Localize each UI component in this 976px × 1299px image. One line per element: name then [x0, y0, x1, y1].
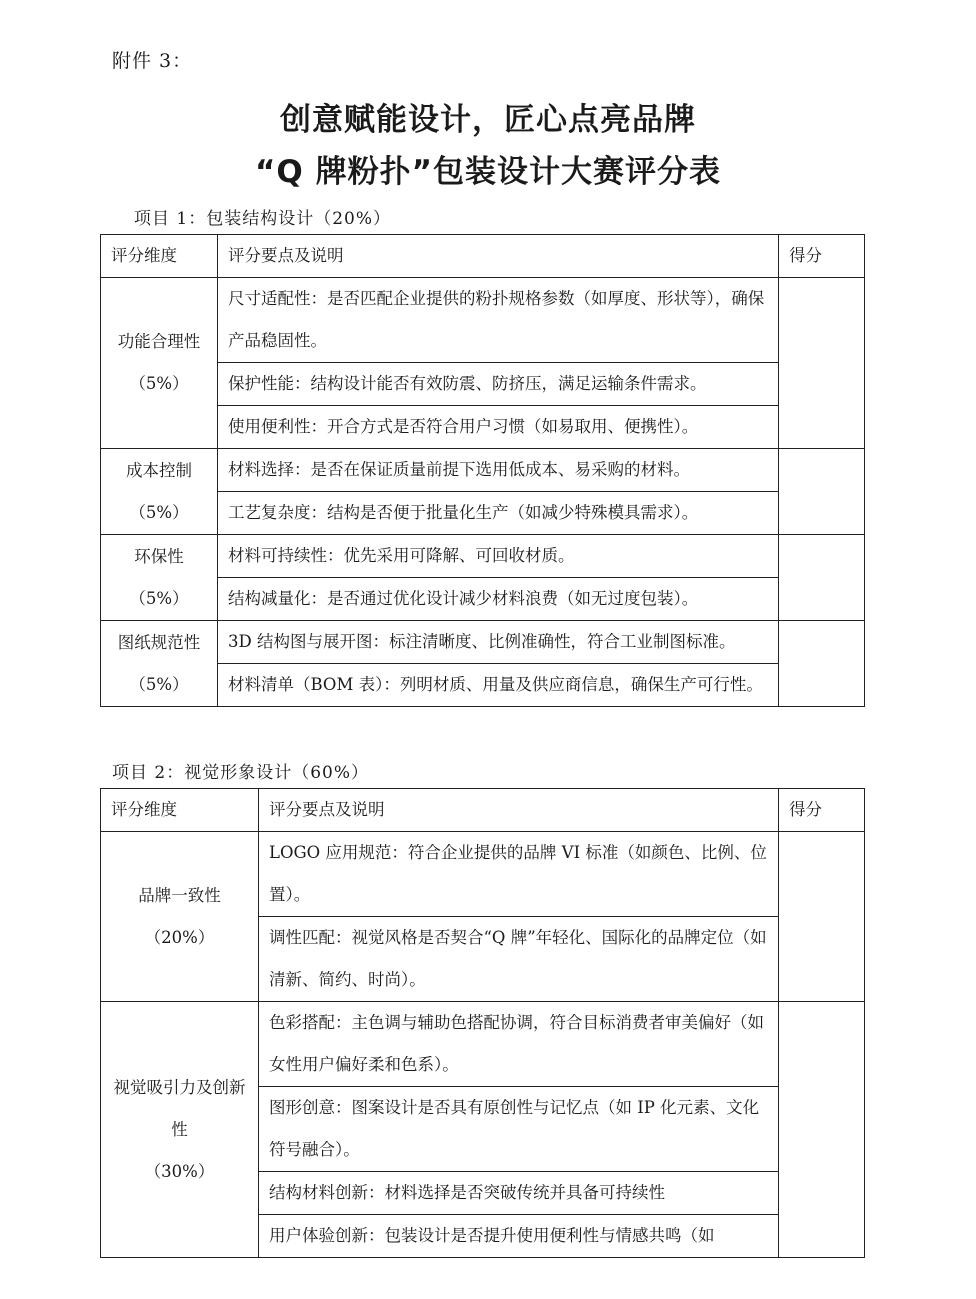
score-cell[interactable]	[779, 832, 865, 1002]
criteria-item: 结构减量化：是否通过优化设计减少材料浪费（如无过度包装）。	[218, 578, 779, 621]
score-cell[interactable]	[779, 621, 865, 707]
score-cell[interactable]	[779, 278, 865, 449]
dimension-weight: （5%）	[129, 588, 189, 608]
dimension-name: 视觉吸引力及创新性	[113, 1077, 246, 1139]
dimension-name: 品牌一致性	[138, 885, 221, 905]
dimension-cell	[101, 449, 218, 535]
table-row	[101, 535, 865, 578]
dimension-cell	[101, 278, 218, 449]
dimension-cell	[101, 535, 218, 621]
dimension-weight: （5%）	[129, 674, 189, 694]
criteria-item: 图形创意：图案设计是否具有原创性与记忆点（如 IP 化元素、文化符号融合）。	[259, 1087, 779, 1172]
dimension-name: 成本控制	[126, 460, 192, 480]
dimension-cell	[101, 1002, 259, 1258]
dimension-cell	[101, 621, 218, 707]
header-dimension: 评分维度	[101, 789, 259, 832]
project1-heading: 项目 1：包装结构设计（20%）	[134, 209, 392, 229]
dimension-weight: （20%）	[144, 927, 215, 947]
header-dimension: 评分维度	[101, 235, 218, 278]
table-row	[101, 832, 865, 917]
dimension-cell	[101, 832, 259, 1002]
dimension-name: 图纸规范性	[117, 632, 201, 652]
table-row	[101, 621, 865, 664]
criteria-item: 用户体验创新：包装设计是否提升使用便利性与情感共鸣（如	[259, 1215, 779, 1258]
criteria-item: 色彩搭配：主色调与辅助色搭配协调，符合目标消费者审美偏好（如女性用户偏好柔和色系）。	[259, 1002, 779, 1087]
table-header-row	[101, 235, 865, 278]
criteria-item: LOGO 应用规范：符合企业提供的品牌 VI 标准（如颜色、比例、位置）。	[259, 832, 779, 917]
dimension-weight: （5%）	[129, 502, 189, 522]
dimension-name: 环保性	[134, 546, 184, 566]
table-row	[101, 1002, 865, 1087]
header-score: 得分	[779, 235, 865, 278]
header-points: 评分要点及说明	[218, 235, 779, 278]
dimension-weight: （30%）	[144, 1161, 215, 1181]
criteria-item: 3D 结构图与展开图：标注清晰度、比例准确性，符合工业制图标准。	[218, 621, 779, 664]
project2-scoring-table	[100, 788, 865, 1258]
score-cell[interactable]	[779, 449, 865, 535]
score-cell[interactable]	[779, 1002, 865, 1258]
criteria-item: 工艺复杂度：结构是否便于批量化生产（如减少特殊模具需求）。	[218, 492, 779, 535]
criteria-item: 结构材料创新：材料选择是否突破传统并具备可持续性	[259, 1172, 779, 1215]
project1-scoring-table	[100, 234, 865, 707]
dimension-weight: （5%）	[129, 374, 189, 393]
criteria-item: 尺寸适配性：是否匹配企业提供的粉扑规格参数（如厚度、形状等），确保产品稳固性。	[218, 278, 779, 363]
attachment-label: 附件 3：	[112, 50, 193, 72]
criteria-item: 调性匹配：视觉风格是否契合“Q 牌”年轻化、国际化的品牌定位（如清新、简约、时尚）。	[259, 917, 779, 1002]
criteria-item: 保护性能：结构设计能否有效防震、防挤压，满足运输条件需求。	[218, 363, 779, 406]
table-row	[101, 449, 865, 492]
criteria-item: 材料清单（BOM 表）：列明材质、用量及供应商信息，确保生产可行性。	[218, 664, 779, 707]
criteria-item: 材料选择：是否在保证质量前提下选用低成本、易采购的材料。	[218, 449, 779, 492]
table-header-row	[101, 789, 865, 832]
project2-heading: 项目 2：视觉形象设计（60%）	[112, 763, 370, 783]
table-row	[101, 278, 865, 363]
header-score: 得分	[779, 789, 865, 832]
criteria-item: 材料可持续性：优先采用可降解、可回收材质。	[218, 535, 779, 578]
criteria-item: 使用便利性：开合方式是否符合用户习惯（如易取用、便携性）。	[218, 406, 779, 449]
document-title-line1: 创意赋能设计，匠心点亮品牌	[280, 102, 696, 138]
score-cell[interactable]	[779, 535, 865, 621]
header-points: 评分要点及说明	[259, 789, 779, 832]
document-title-line2: “Q 牌粉扑”包装设计大赛评分表	[255, 154, 721, 190]
dimension-name: 功能合理性	[117, 332, 201, 351]
